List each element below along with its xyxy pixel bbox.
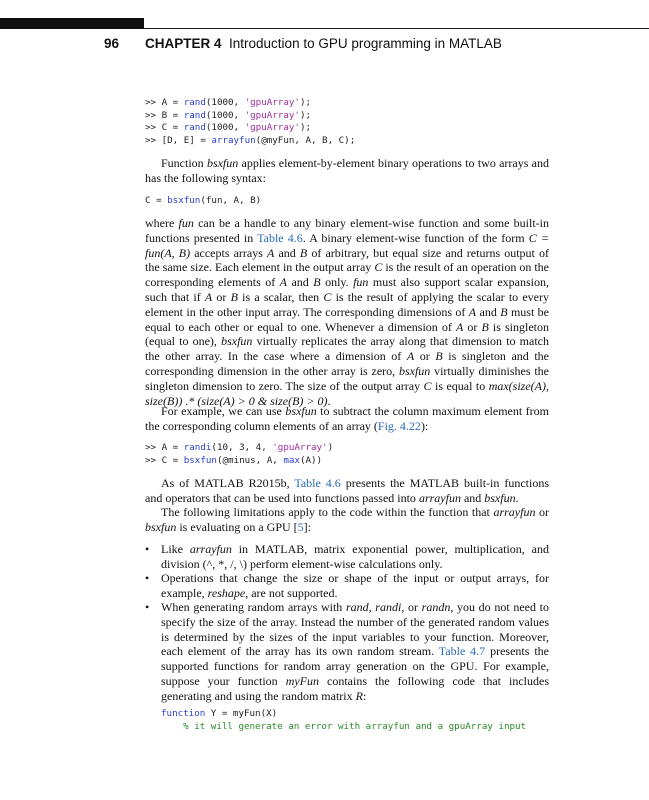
paragraph-bsxfun-description: where fun can be a handle to any binary element-wise function and some built-in functions presented in Table 4.6. A binary element-wise function of the form C = fun(A, B) accepts arrays A and B of arbitrary, but equal size and returns output of the same size. Each element in the output array C is the result of an operation on the corresponding elements of A and B only. fun must also support scalar expansion, such that if A or B is a scalar, then C is the result of applying the scalar to every element in the other input array. The corresponding dimensions of A and B must be equal to each other or equal to one. Whenever a dimension of A or B is singleton (equal to one), bsxfun virtually replicates the array along that dimension to match the other array. In the case where a dimension of A or B is singleton and the corresponding dimension in the other array is zero, bsxfun virtually diminishes the singleton dimension to zero. The size of the output array C is equal to max(size(A), size(B)) .* (size(A) > 0 & size(B) > 0). xyxy=(145,216,550,408)
chapter-heading xyxy=(145,36,502,51)
bullet-item: • Operations that change the size or shape of the input or output arrays, for example, reshape, are not supported. xyxy=(145,571,549,600)
code-block-3: >> A = randi(10, 3, 4, 'gpuArray') >> C = bsxfun(@minus, A, max(A)) xyxy=(145,442,334,466)
header-rule xyxy=(144,28,649,29)
bullet-marker: • xyxy=(145,600,150,614)
fig-4-22-link[interactable]: Fig. 4.22 xyxy=(377,418,421,433)
table-4-7-link[interactable]: Table 4.7 xyxy=(438,644,486,659)
code-block-1: >> A = rand(1000, 'gpuArray'); >> B = rand(1000, 'gpuArray'); >> C = rand(1000, 'gpuArray'); >> [D, E] = arrayfun(@myFun, A, B, C); xyxy=(145,97,356,146)
code-block-2: C = bsxfun(fun, A, B) xyxy=(145,195,262,206)
bullet-item: • When generating random arrays with rand, randi, or randn, you do not need to specify the size of the array. Instead the number of the generated random values is determined by the sizes of the input variables to your function. Moreover, each element of the array has its own random stream. Table 4.7 presents the supported functions for random array generation on the GPU. For example, suppose your function myFun contains the following code that includes generating and using the random matrix R: xyxy=(145,600,550,703)
code-block-4: function Y = myFun(X) % it will generate an error with arrayfun and a gpuArray input xyxy=(161,708,527,732)
paragraph-r2015b: As of MATLAB R2015b, Table 4.6 presents the MATLAB built-in functions and operators that can be used into functions passed into arrayfun and bsxfun. xyxy=(145,476,549,505)
chapter-label: CHAPTER 4 xyxy=(145,36,222,51)
chapter-title: Introduction to GPU programming in MATLAB xyxy=(229,36,502,51)
paragraph-example: For example, we can use bsxfun to subtract the column maximum element from the corresponding column elements of an array (Fig. 4.22): xyxy=(145,404,549,433)
running-header xyxy=(0,36,649,54)
bullet-marker: • xyxy=(145,571,150,585)
header-bar xyxy=(0,18,144,29)
bullet-item: • Like arrayfun in MATLAB, matrix exponential power, multiplication, and division (^, *, /, \) perform element-wise calculations only. xyxy=(145,542,549,571)
table-4-6-link-2[interactable]: Table 4.6 xyxy=(294,476,341,490)
table-4-6-link[interactable]: Table 4.6 xyxy=(257,230,303,245)
page-number: 96 xyxy=(104,36,120,51)
bullet-marker: • xyxy=(145,542,150,556)
paragraph-limitations: The following limitations apply to the code within the function that arrayfun or bsxfun is evaluating on a GPU [5]: xyxy=(145,505,549,534)
paragraph-bsxfun-intro: Function bsxfun applies element-by-element binary operations to two arrays and has the following syntax: xyxy=(145,156,549,185)
reference-5-link[interactable]: 5 xyxy=(297,519,304,534)
